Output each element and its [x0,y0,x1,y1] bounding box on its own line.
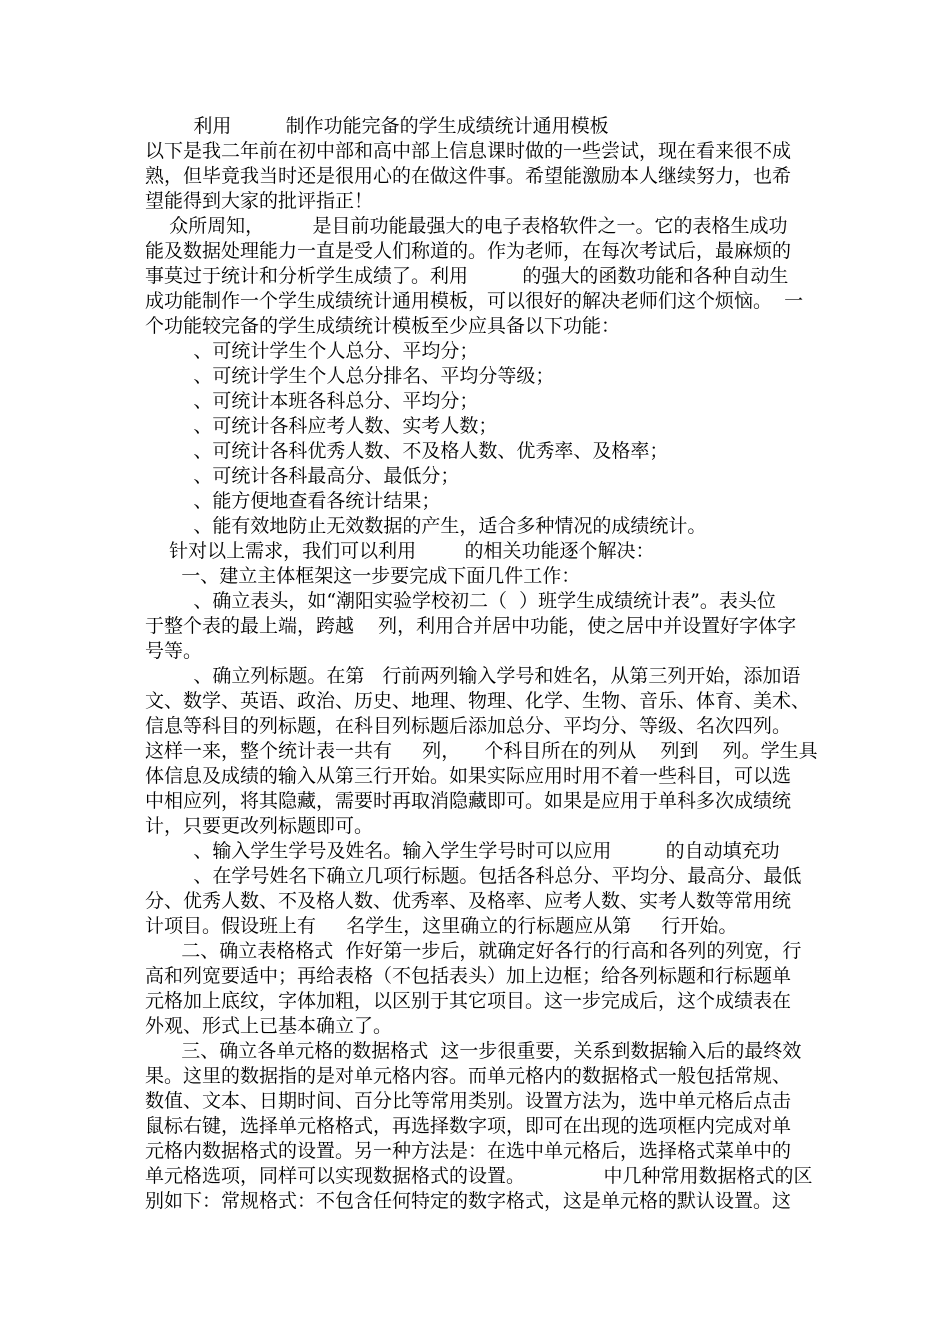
text-line: 以下是我二年前在初中部和高中部上信息课时做的一些尝试，现在看来很不成 [145,140,792,162]
text-line: 元格内数据格式的设置。另一种方法是：在选中单元格后，选择格式菜单中的 [145,1140,792,1162]
text-line: 、确立表头，如“潮阳实验学校初二（ ）班学生成绩统计表”。表头位 [145,590,776,612]
text-line: 计，只要更改列标题即可。 [145,815,374,837]
text-line: 体信息及成绩的输入从第三行开始。如果实际应用时用不着一些科目，可以选 [145,765,792,787]
section-heading: 一、建立主体框架这一步要完成下面几件工作： [145,565,581,587]
text-line: 单元格选项，同样可以实现数据格式的设置。 中几种常用数据格式的区 [145,1165,813,1187]
text-line: 这样一来，整个统计表一共有 列， 个科目所在的列从 列到 列。学生具 [145,740,818,762]
text-line: 分、优秀人数、不及格人数、优秀率、及格率、应考人数、实考人数等常用统 [145,890,792,912]
text-line: 、输入学生学号及姓名。输入学生学号时可以应用 的自动填充功 [145,840,780,862]
list-item: 、可统计各科最高分、最低分； [145,465,460,487]
list-item: 、能有效地防止无效数据的产生，适合多种情况的成绩统计。 [145,515,707,537]
text-line: 个功能较完备的学生成绩统计模板至少应具备以下功能： [145,315,621,337]
document-title: 利用 制作功能完备的学生成绩统计通用模板 [145,115,609,137]
text-line: 中相应列，将其隐藏，需要时再取消隐藏即可。如果是应用于单科多次成绩统 [145,790,792,812]
text-line: 别如下：常规格式：不包含任何特定的数字格式，这是单元格的默认设置。这 [145,1190,792,1212]
text-line: 、在学号姓名下确立几项行标题。包括各科总分、平均分、最高分、最低 [145,865,802,887]
text-line: 、确立列标题。在第 行前两列输入学号和姓名，从第三列开始，添加语 [145,665,801,687]
text-line: 望能得到大家的批评指正！ [145,190,374,212]
list-item: 、可统计学生个人总分、平均分； [145,340,479,362]
text-line: 号等。 [145,640,203,662]
text-line: 鼠标右键，选择单元格格式，再选择数字项，即可在出现的选项框内完成对单 [145,1115,792,1137]
text-line: 计项目。假设班上有 名学生，这里确立的行标题应从第 行开始。 [145,915,738,937]
text-line: 高和列宽要适中；再给表格（不包括表头）加上边框；给各列标题和行标题单 [145,965,792,987]
text-line: 针对以上需求，我们可以利用 的相关功能逐个解决： [145,540,655,562]
text-line: 成功能制作一个学生成绩统计通用模板，可以很好的解决老师们这个烦恼。 一 [145,290,804,312]
list-item: 、可统计本班各科总分、平均分； [145,390,479,412]
text-line: 元格加上底纹，字体加粗，以区别于其它项目。这一步完成后，这个成绩表在 [145,990,792,1012]
text-line: 数值、文本、日期时间、百分比等常用类别。设置方法为，选中单元格后点击 [145,1090,792,1112]
text-line: 文、数学、英语、政治、历史、地理、物理、化学、生物、音乐、体育、美术、 [145,690,811,712]
list-item: 、能方便地查看各统计结果； [145,490,441,512]
text-line: 果。这里的数据指的是对单元格内容。而单元格内的数据格式一般包括常规、 [145,1065,792,1087]
section-heading: 二、确立表格格式 作好第一步后，就确定好各行的行高和各列的列宽，行 [145,940,802,962]
text-line: 能及数据处理能力一直是受人们称道的。作为老师，在每次考试后，最麻烦的 [145,240,792,262]
section-heading: 三、确立各单元格的数据格式 这一步很重要，关系到数据输入后的最终效 [145,1040,802,1062]
text-line: 外观、形式上已基本确立了。 [145,1015,393,1037]
list-item: 、可统计各科优秀人数、不及格人数、优秀率、及格率； [145,440,669,462]
text-line: 事莫过于统计和分析学生成绩了。利用 的强大的函数功能和各种自动生 [145,265,789,287]
list-item: 、可统计学生个人总分排名、平均分等级； [145,365,555,387]
list-item: 、可统计各科应考人数、实考人数； [145,415,498,437]
text-line: 众所周知， 是目前功能最强大的电子表格软件之一。它的表格生成功 [145,215,788,237]
text-line: 信息等科目的列标题，在科目列标题后添加总分、平均分、等级、名次四列。 [145,715,792,737]
text-line: 熟，但毕竟我当时还是很用心的在做这件事。希望能激励本人继续努力，也希 [145,165,792,187]
text-line: 于整个表的最上端，跨越 列，利用合并居中功能，使之居中并设置好字体字 [145,615,797,637]
